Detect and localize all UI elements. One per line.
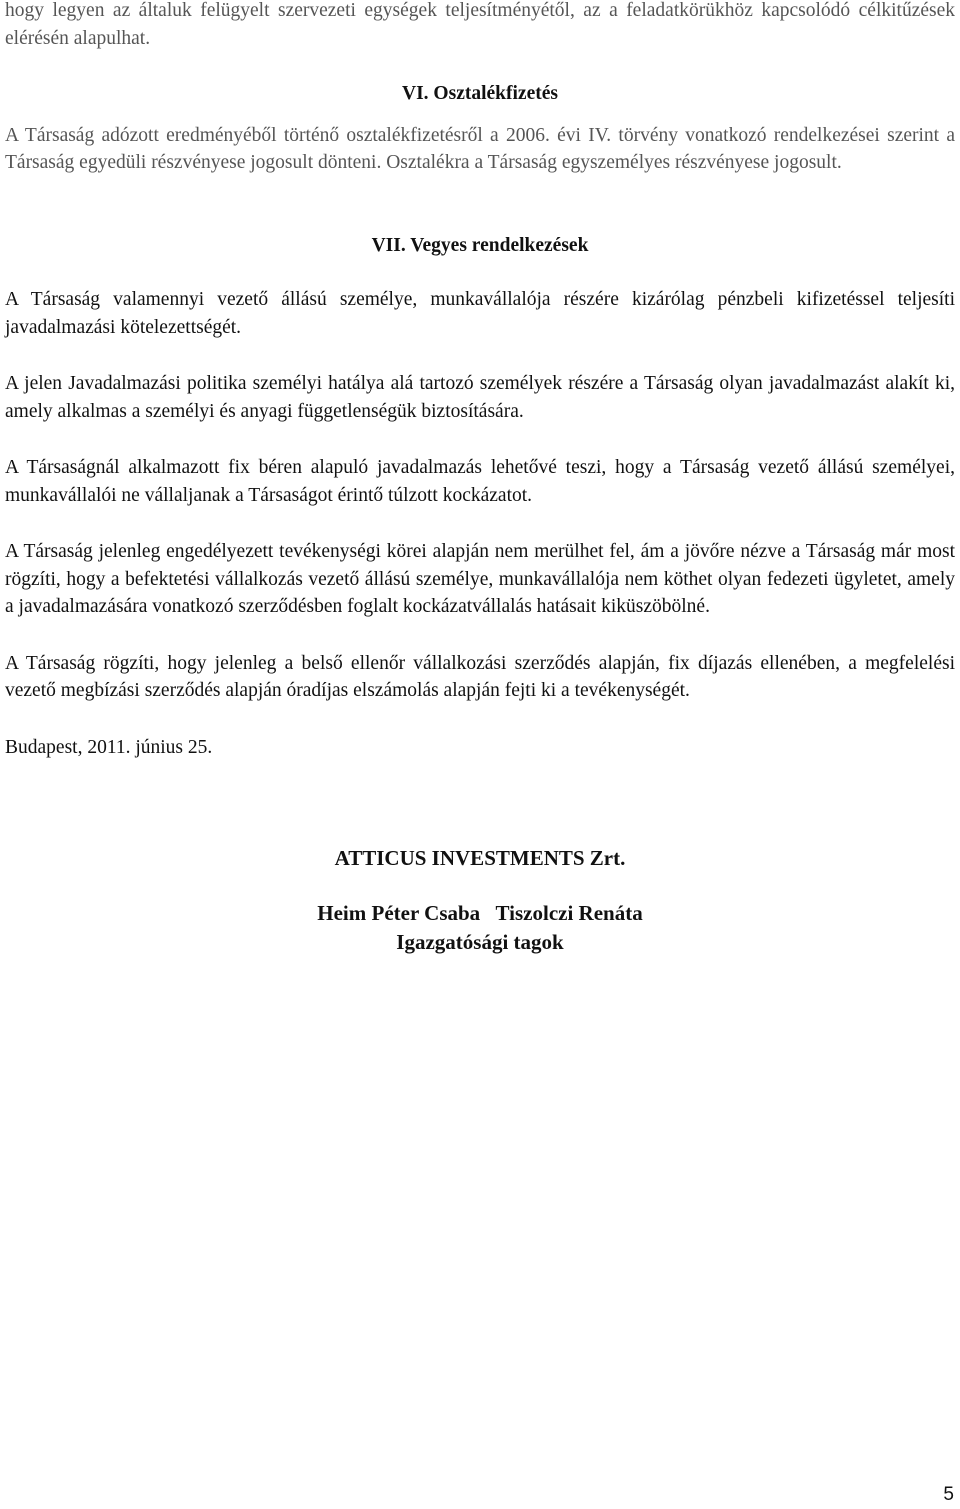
- signatory-role: Igazgatósági tagok: [396, 930, 564, 954]
- section-7-paragraph-4: A Társaság jelenleg engedélyezett tevékenységi körei alapján nem merülhet fel, ám a jövőre nézve a Társaság már most rögzíti, hogy a befektetési vállalkozás vezető állású személye, munkavállalója nem köthet olyan fedezeti ügyletet, amely a javadalmazására vonatkozó szerződésben foglalt kockázatvállalás hatásait kiküszöbölné.: [5, 541, 955, 617]
- intro-paragraph: hogy legyen az általuk felügyelt szervezeti egységek teljesítményétől, az a feladatkörükhöz kapcsolódó célkitűzések elérésén alapulhat.: [5, 0, 955, 49]
- document-page: [5, 0, 955, 957]
- signatory-names: Heim Péter Csaba Tiszolczi Renáta: [317, 901, 643, 925]
- section-7-paragraph-5: A Társaság rögzíti, hogy jelenleg a belső ellenőr vállalkozási szerződés alapján, fix díjazás ellenében, a megfelelési vezető megbízási szerződés alapján óradíjas elszámolás alapján fejti ki a tevékenységét.: [5, 652, 955, 701]
- page-number: 5: [943, 1484, 954, 1505]
- section-6-paragraph: A Társaság adózott eredményéből történő osztalékfizetésről a 2006. évi IV. törvény vonatkozó rendelkezései szerint a Társaság egyedüli részvényese jogosult dönteni. Osztalékra a Társaság egyszemélyes részvényese jogosult.: [5, 124, 955, 173]
- section-7-paragraph-1: A Társaság valamennyi vezető állású személye, munkavállalója részére kizárólag pénzbeli kifizetéssel teljesíti javadalmazási kötelezettségét.: [5, 289, 955, 338]
- section-7-heading: VII. Vegyes rendelkezések: [371, 234, 589, 256]
- section-7-paragraph-3: A Társaságnál alkalmazott fix béren alapuló javadalmazás lehetővé teszi, hogy a Társaság vezető állású személyei, munkavállalói ne vállaljanak a Társaságot érintő túlzott kockázatot.: [5, 457, 955, 506]
- section-7-paragraph-2: A jelen Javadalmazási politika személyi hatálya alá tartozó személyek részére a Társaság olyan javadalmazást alakít ki, amely alkalmas a személyi és anyagi függetlenségük biztosítására.: [5, 373, 955, 422]
- section-6-heading: VI. Osztalékfizetés: [402, 83, 558, 104]
- place-and-date: Budapest, 2011. június 25.: [5, 736, 213, 758]
- company-name: ATTICUS INVESTMENTS Zrt.: [334, 846, 626, 870]
